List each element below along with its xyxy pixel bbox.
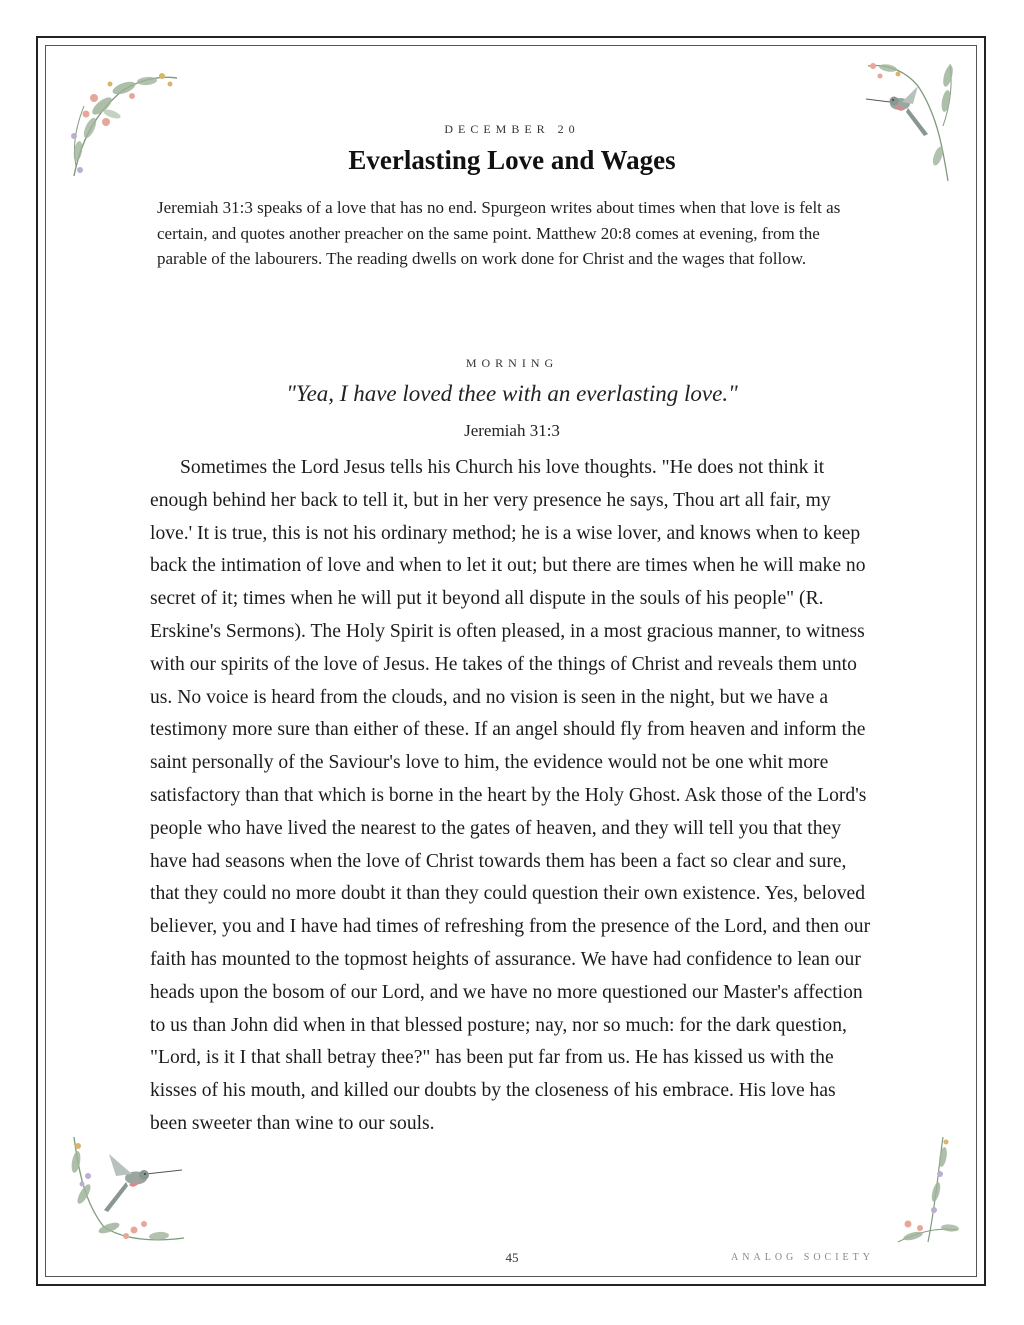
- section-label-morning: MORNING: [465, 356, 559, 370]
- scripture-reference: Jeremiah 31:3: [464, 421, 560, 440]
- page-title: Everlasting Love and Wages: [348, 145, 676, 175]
- devotional-body: Sometimes the Lord Jesus tells his Church his love thoughts. "He does not think it enough behind her back to tell it, but in her very presence he says, Thou art all fair, my love.' It is true, this is not his ordinary method; he is a wise lover, and knows when to keep back the intimation of love and when to let it out; but there are times when he will make no secret of it; times when he will put it beyond all dispute in the souls of his people" (R. Erskine's Sermons). The Holy Spirit is often pleased, in a most gracious manner, to witness with our spirits of the love of Jesus. He takes of the things of Christ and reveals them unto us. No voice is heard from the clouds, and no vision is seen in the night, but we have a testimony more sure than either of these. If an angel should fly from heaven and inform the saint personally of the Saviour's love to him, the evidence would not be one whit more satisfactory than that which is borne in the heart by the Holy Ghost. Ask those of the Lord's people who have lived the nearest to the gates of heaven, and they will tell you that they have had seasons when the love of Christ towards them has been a fact so clear and sure, that they could no more doubt it than they could question their own existence. Yes, beloved believer, you and I have had times of refreshing from the presence of the Lord, and then our faith has mounted to the topmost heights of assurance. We have had confidence to lean our heads upon the bosom of our Lord, and we have no more questioned our Master's affection to us than John did when in that blessed posture; nay, nor so much: for the dark question, "Lord, is it I that shall betray thee?" has been put far from us. He has kissed us with the kisses of his mouth, and killed our doubts by the closeness of his embrace. His love has been sweeter than wine to our souls.: [150, 457, 871, 1134]
- floral-corner-bottom-right-icon: [888, 1132, 968, 1247]
- summary-paragraph: Jeremiah 31:3 speaks of a love that has no end. Spurgeon writes about times when that love is felt as certain, and quotes another preacher on the same point. Matthew 20:8 comes at evening, from the parable of the labourers. The reading dwells on work done for Christ and the wages that follow.: [157, 198, 841, 268]
- scripture-verse: "Yea, I have loved thee with an everlasting love.": [286, 381, 738, 406]
- hummingbird-floral-bottom-left-icon: [64, 1132, 194, 1247]
- brand-footer: ANALOG SOCIETY: [731, 1252, 874, 1263]
- page-number: 45: [505, 1250, 519, 1265]
- date-heading: DECEMBER 20: [444, 122, 580, 136]
